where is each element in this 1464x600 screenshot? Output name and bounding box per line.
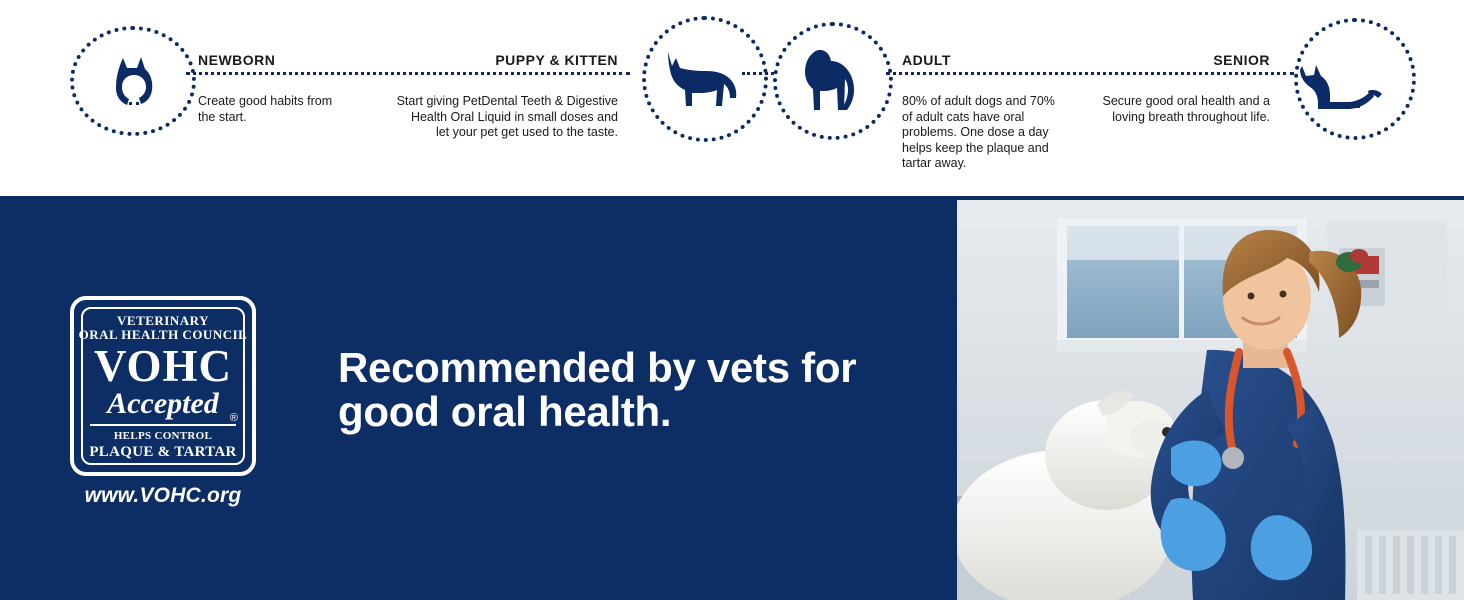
dog-silhouette-icon <box>662 46 742 108</box>
vohc-seal <box>70 296 256 476</box>
stage-senior <box>1070 0 1464 196</box>
band-headline: Recommended by vets for good oral health. <box>338 344 857 436</box>
vohc-line2-text: ORAL HEALTH COUNCIL <box>78 327 248 342</box>
puppy-kitten-title: PUPPY & KITTEN <box>495 52 618 68</box>
senior-title: SENIOR <box>1213 52 1270 68</box>
stage-puppy-kitten <box>396 0 746 196</box>
vohc-url[interactable]: www.VOHC.org <box>84 484 242 507</box>
adult-body: 80% of adult dogs and 70% of adult cats have oral problems. One dose a day helps keep the plaque and tartar away. <box>902 94 1055 170</box>
vohc-divider <box>90 424 236 426</box>
vet-photo-illustration <box>957 200 1464 600</box>
vohc-line4: HELPS CONTROL <box>113 430 213 442</box>
vohc-acronym: VOHC <box>93 341 233 391</box>
newborn-body: Create good habits from the start. <box>198 94 333 124</box>
vohc-accepted-script: Accepted <box>107 387 219 420</box>
puppy-kitten-body: Start giving PetDental Teeth & Digestive Health Oral Liquid in small doses and let your pet get used to the taste. <box>396 94 618 139</box>
senior-body: Secure good oral health and a loving breath throughout life. <box>1102 94 1270 124</box>
stage-newborn <box>0 0 340 196</box>
stage-adult <box>770 0 1070 196</box>
newborn-title: NEWBORN <box>198 52 276 68</box>
life-stage-timeline <box>0 0 1464 196</box>
vohc-registered-mark: ® <box>229 412 238 424</box>
vet-photo <box>957 200 1464 600</box>
adult-title: ADULT <box>902 52 951 68</box>
cat-silhouette-icon <box>105 52 163 106</box>
cat-silhouette-icon <box>1288 62 1388 116</box>
vohc-line1-text: VETERINARY <box>117 313 209 328</box>
dog-silhouette-icon <box>800 48 872 112</box>
vohc-line5: PLAQUE & TARTAR <box>89 444 237 460</box>
vohc-line1 <box>74 314 252 342</box>
